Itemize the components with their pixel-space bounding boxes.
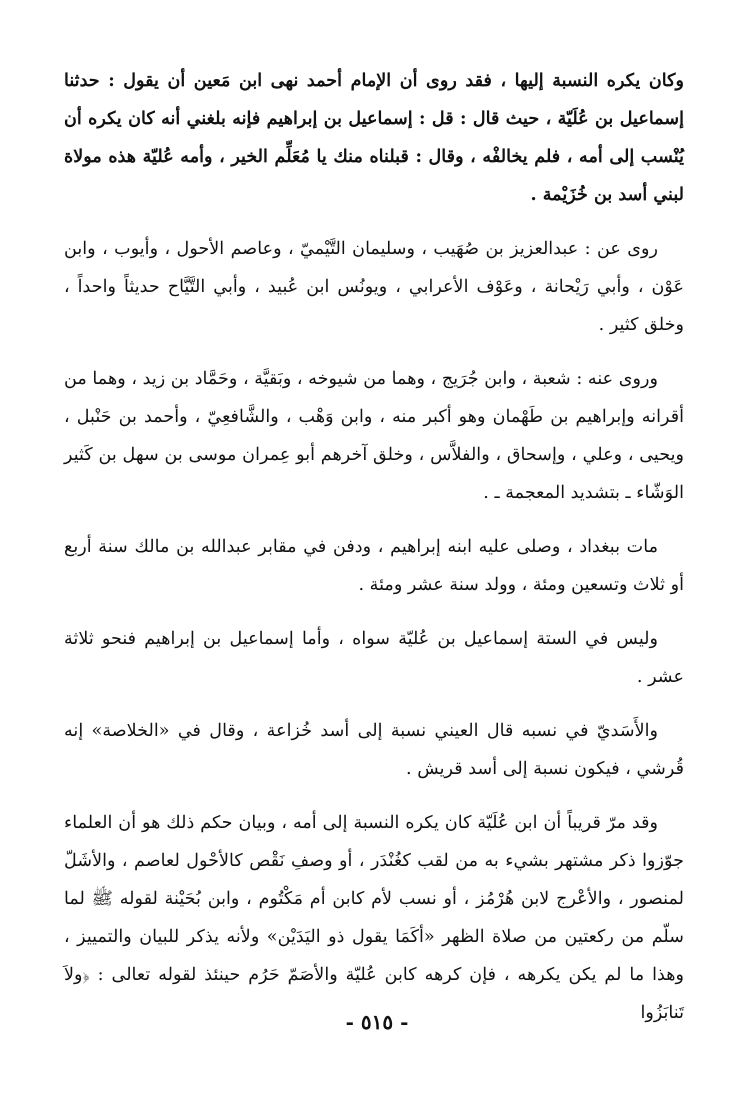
paragraph-5: وليس في الستة إسماعيل بن عُليّة سواه ، وأما إسماعيل بن إبراهيم فنحو ثلاثة عشر . bbox=[64, 629, 684, 687]
paragraph-7: وقد مرّ قريباً أن ابن عُلَيّة كان يكره النسبة إلى أمه ، وبيان حكم ذلك هو أن العلماء جوّزوا ذكر مشتهر بشيء به من لقب كغُنْدَر ، أو وصفِ نَقْص كالأحْول لعاصم ، والأشَلّ لمنصور ، والأعْرج لابن هُرْمُز ، أو نسب لأم كابن أم مَكْتُوم ، وابن بُحَيْنة لقوله ﷺ لما سلّم من ركعتين من صلاة الظهر «أكَمَا يقول ذو اليَدَيْن» ولأنه يذكر للبيان والتمييز ، وهذا ما لم يكن يكرهه ، فإن كرهه كابن عُليّة والأصَمّ حَرُم حينئذ لقوله تعالى : ﴿ولاَ تَنابَزُوا bbox=[64, 813, 684, 1023]
paragraph-2: روى عن : عبدالعزيز بن صُهَيب ، وسليمان التَّيْميّ ، وعاصم الأحول ، وأيوب ، وابن عَوْن ، وأبي رَيْحانة ، وعَوْف الأعرابي ، ويونُس ابن عُبيد ، وأبي التَّيَّاح حديثاً واحداً ، وخلق كثير . bbox=[64, 239, 684, 335]
paragraph-4: مات ببغداد ، وصلى عليه ابنه إبراهيم ، ودفن في مقابر عبدالله بن مالك سنة أربع أو ثلاث وتسعين ومئة ، وولد سنة عشر ومئة . bbox=[64, 537, 684, 595]
paragraph-1: وكان يكره النسبة إليها ، فقد روى أن الإمام أحمد نهى ابن مَعين أن يقول : حدثنا إسماعيل بن عُلَيّة ، حيث قال : قل : إسماعيل بن إبراهيم فإنه بلغني أنه كان يكره أن يُنْسب إلى أمه ، فلم يخالفْه ، وقال : قبلناه منك يا مُعَلِّم الخير ، وأمه عُليّة هذه مولاة لبني أسد بن خُزَيْمة . bbox=[64, 70, 684, 205]
page-body bbox=[64, 62, 684, 1048]
paragraph-3: وروى عنه : شعبة ، وابن جُرَيج ، وهما من شيوخه ، وبَقيَّة ، وحَمَّاد بن زيد ، وهما من أقرانه وإبراهيم بن طَهْمان وهو أكبر منه ، وابن وَهْب ، والشَّافعِيّ ، وأحمد بن حَنْبل ، ويحيى ، وعلي ، وإسحاق ، والفلاَّس ، وخلق آخرهم أبو عِمران موسى بن سهل بن كَثير الوَشّاء ـ بتشديد المعجمة ـ . bbox=[64, 369, 684, 503]
page-number: - ٥١٥ - bbox=[345, 1010, 409, 1034]
paragraph-6: والأَسَديّ في نسبه قال العيني نسبة إلى أسد خُزاعة ، وقال في «الخلاصة» إنه قُرشي ، فيكون نسبة إلى أسد قريش . bbox=[64, 721, 684, 779]
